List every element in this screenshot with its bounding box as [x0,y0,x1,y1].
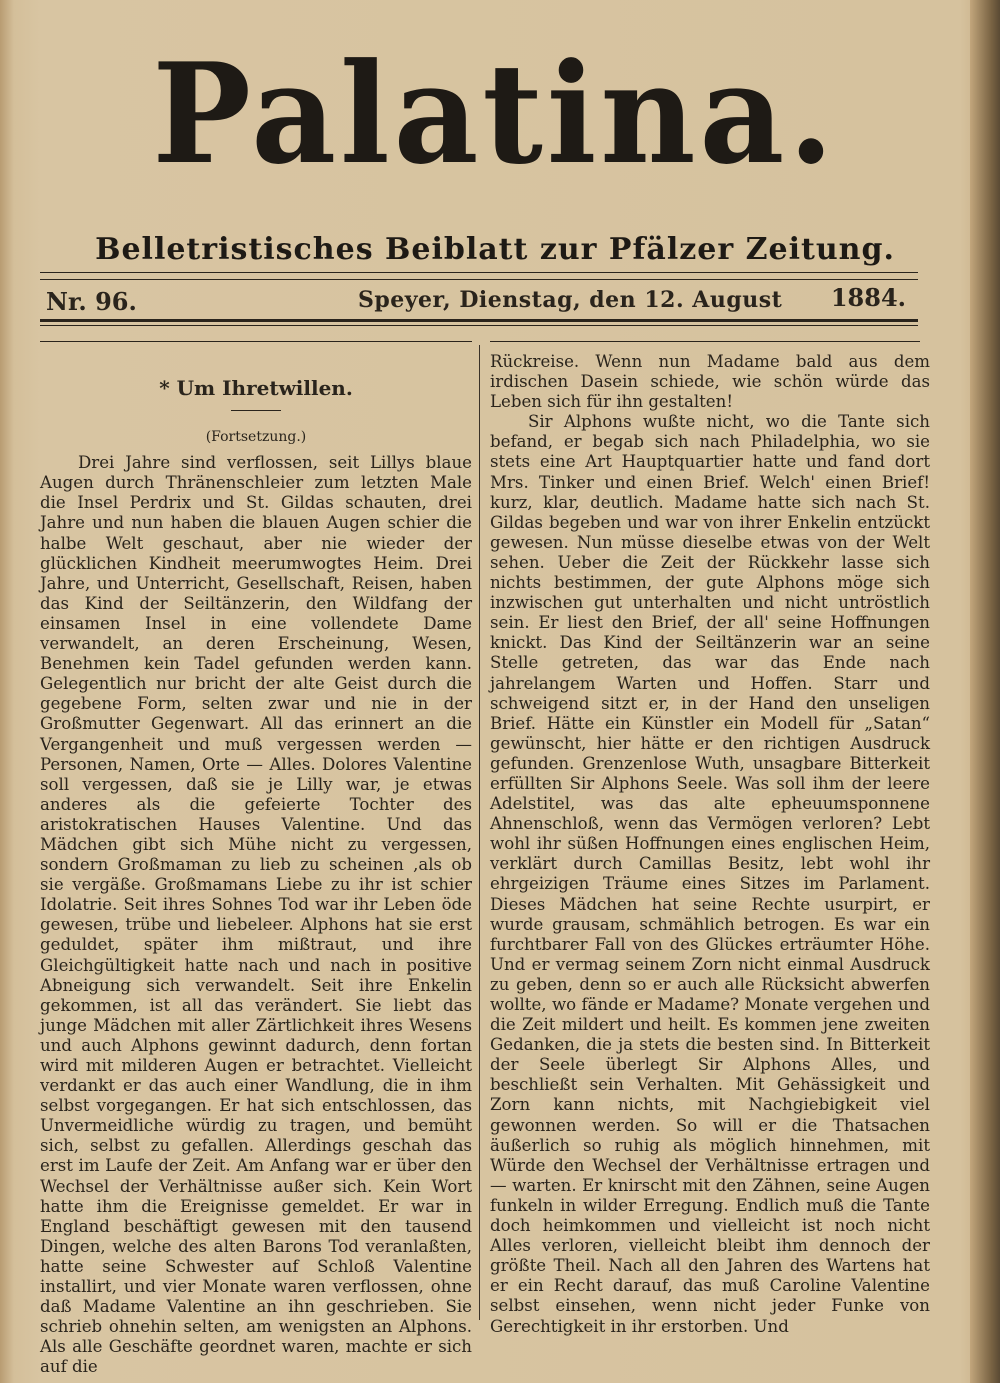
place-date: Speyer, Dienstag, den 12. August [358,287,783,313]
masthead-title: Palatina. [152,32,838,195]
issue-year: 1884. [830,283,906,312]
article-paragraph: Rückreise. Wenn nun Madame bald aus dem irdischen Dasein schiede, wie schön würde das Leben sich für ihn gestalten! [490,352,930,412]
dateline [40,283,918,319]
article-paragraph: Drei Jahre sind verflossen, seit Lillys blaue Augen durch Thränenschleier zum letzten Male die Insel Perdrix und St. Gildas schauten, drei Jahre und nun haben die blauen Augen schier die halbe Welt geschaut, aber nie wieder der glücklichen Kindheit meerumwogtes Heim. Drei Jahre, und Unterricht, Gesellschaft, Reisen, haben das Kind der Seiltänzerin, den Wildfang der einsamen Insel in eine vollendete Dame verwandelt, an deren Erscheinung, Wesen, Benehmen kein Tadel gefunden werden kann. Gelegentlich nur bricht der alte Geist durch die gegebene Form, selten zwar und nie in der Großmutter Gegenwart. All das erinnert an die Vergangenheit und muß vergessen werden — Personen, Namen, Orte — Alles. Dolores Valentine soll vergessen, daß sie je Lilly war, je etwas anderes als die gefeierte Tochter des aristokratischen Hauses Valentine. Und das Mädchen gibt sich Mühe nicht zu vergessen, sondern Großmaman zu lieb zu scheinen ,als ob sie vergäße. Großmamans Liebe zu ihr ist schier Idolatrie. Seit ihres Sohnes Tod war ihr Leben öde gewesen, trübe und liebeleer. Alphons hat sie erst geduldet, später ihm mißtraut, und ihre Gleichgültigkeit hatte nach und nach in positive Abneigung sich verwandelt. Seit ihre Enkelin gekommen, ist all das verändert. Sie liebt das junge Mädchen mit aller Zärtlichkeit ihres Wesens und auch Alphons gewinnt dadurch, denn fortan wird mit milderen Augen er betrachtet. Vielleicht verdankt er das auch einer Wandlung, die in ihm selbst vorgegangen. Er hat sich entschlossen, das Unvermeidliche würdig zu tragen, und bemüht sich, selbst zu gefallen. Allerdings geschah das erst im Laufe der Zeit. Am Anfang war er über den Wechsel der Verhältnisse außer sich. Kein Wort hatte ihm die Ereignisse gemeldet. Er war in England beschäftigt gewesen mit den tausend Dingen, welche des alten Barons Tod veranlaßten, hatte seine Schwester auf Schloß Valentine installirt, und vier Monate waren verflossen, ohne daß Madame Valentine an ihn geschrieben. Sie schrieb ohnehin selten, am wenigsten an Alphons. Als alle Geschäfte geordnet waren, machte er sich auf die [40,453,472,1377]
dateline-rule-bottom-2 [40,325,918,326]
masthead-subtitle: Belletristisches Beiblatt zur Pfälzer Zeitung. [95,232,895,267]
issue-number: Nr. 96. [46,287,137,316]
dateline-rule-top [40,279,918,280]
continuation-note: (Fortsetzung.) [205,429,307,446]
right-column [490,352,930,1337]
dateline-rule-bottom [40,319,918,322]
masthead-rule-top [40,272,918,273]
title-rule [231,410,281,411]
left-column [40,350,472,1378]
column-rule-left [40,341,472,342]
article-title: * Um Ihretwillen. [159,376,353,400]
column-rule-right [490,341,920,342]
book-binding-edge [970,0,1000,1383]
column-divider [479,345,480,1320]
article-paragraph: Sir Alphons wußte nicht, wo die Tante sich befand, er begab sich nach Philadelphia, wo sie stets eine Art Hauptquartier hatte und fand dort Mrs. Tinker und einen Brief. Welch' einen Brief! kurz, klar, deutlich. Madame hatte sich nach St. Gildas begeben und war von ihrer Enkelin entzückt gewesen. Nun müsse dieselbe etwas von der Welt sehen. Ueber die Zeit der Rückkehr lasse sich nichts bestimmen, der gute Alphons möge sich inzwischen gut unterhalten und nicht untröstlich sein. Er liest den Brief, der all' seine Hoffnungen knickt. Das Kind der Seiltänzerin war an seine Stelle getreten, das war das Ende nach jahrelangem Warten und Hoffen. Starr und schweigend sitzt er, in der Hand den unseligen Brief. Hätte ein Künstler ein Modell für „Satan“ gewünscht, hier hätte er den richtigen Ausdruck gefunden. Grenzenlose Wuth, unsagbare Bitterkeit erfüllten Sir Alphons Seele. Was soll ihm der leere Adelstitel, was das alte epheuumsponnene Ahnenschloß, wenn das Vermögen verloren? Lebt wohl ihr süßen Hoffnungen eines englischen Heim, verklärt durch Camillas Besitz, lebt wohl ihr ehrgeizigen Träume eines Sitzes im Parlament. Dieses Mädchen hat seine Rechte usurpirt, er wurde grausam, schmählich betrogen. Es war ein furchtbarer Fall von des Glückes erträumter Höhe. Und er vermag seinem Zorn nicht einmal Ausdruck zu geben, denn so er auch alle Rücksicht abwerfen wollte, wo fände er Madame? Monate vergehen und die Zeit mildert und heilt. Es kommen jene zweiten Gedanken, die ja stets die besten sind. In Bitterkeit der Seele überlegt Sir Alphons Alles, und beschließt sein Verhalten. Mit Gehässigkeit und Zorn kann nichts, mit Nachgiebigkeit viel gewonnen werden. So will er die Thatsachen äußerlich so ruhig als möglich hinnehmen, mit Würde den Wechsel der Verhältnisse ertragen und — warten. Er knirscht mit den Zähnen, seine Augen funkeln in wilder Erregung. Endlich muß die Tante doch heimkommen und vielleicht ist noch nicht Alles verloren, vielleicht bleibt ihm dennoch der größte Theil. Nach all den Jahren des Wartens hat er ein Recht darauf, das muß Caroline Valentine selbst einsehen, wenn nicht jeder Funke von Gerechtigkeit in ihr erstorben. Und [490,412,930,1336]
